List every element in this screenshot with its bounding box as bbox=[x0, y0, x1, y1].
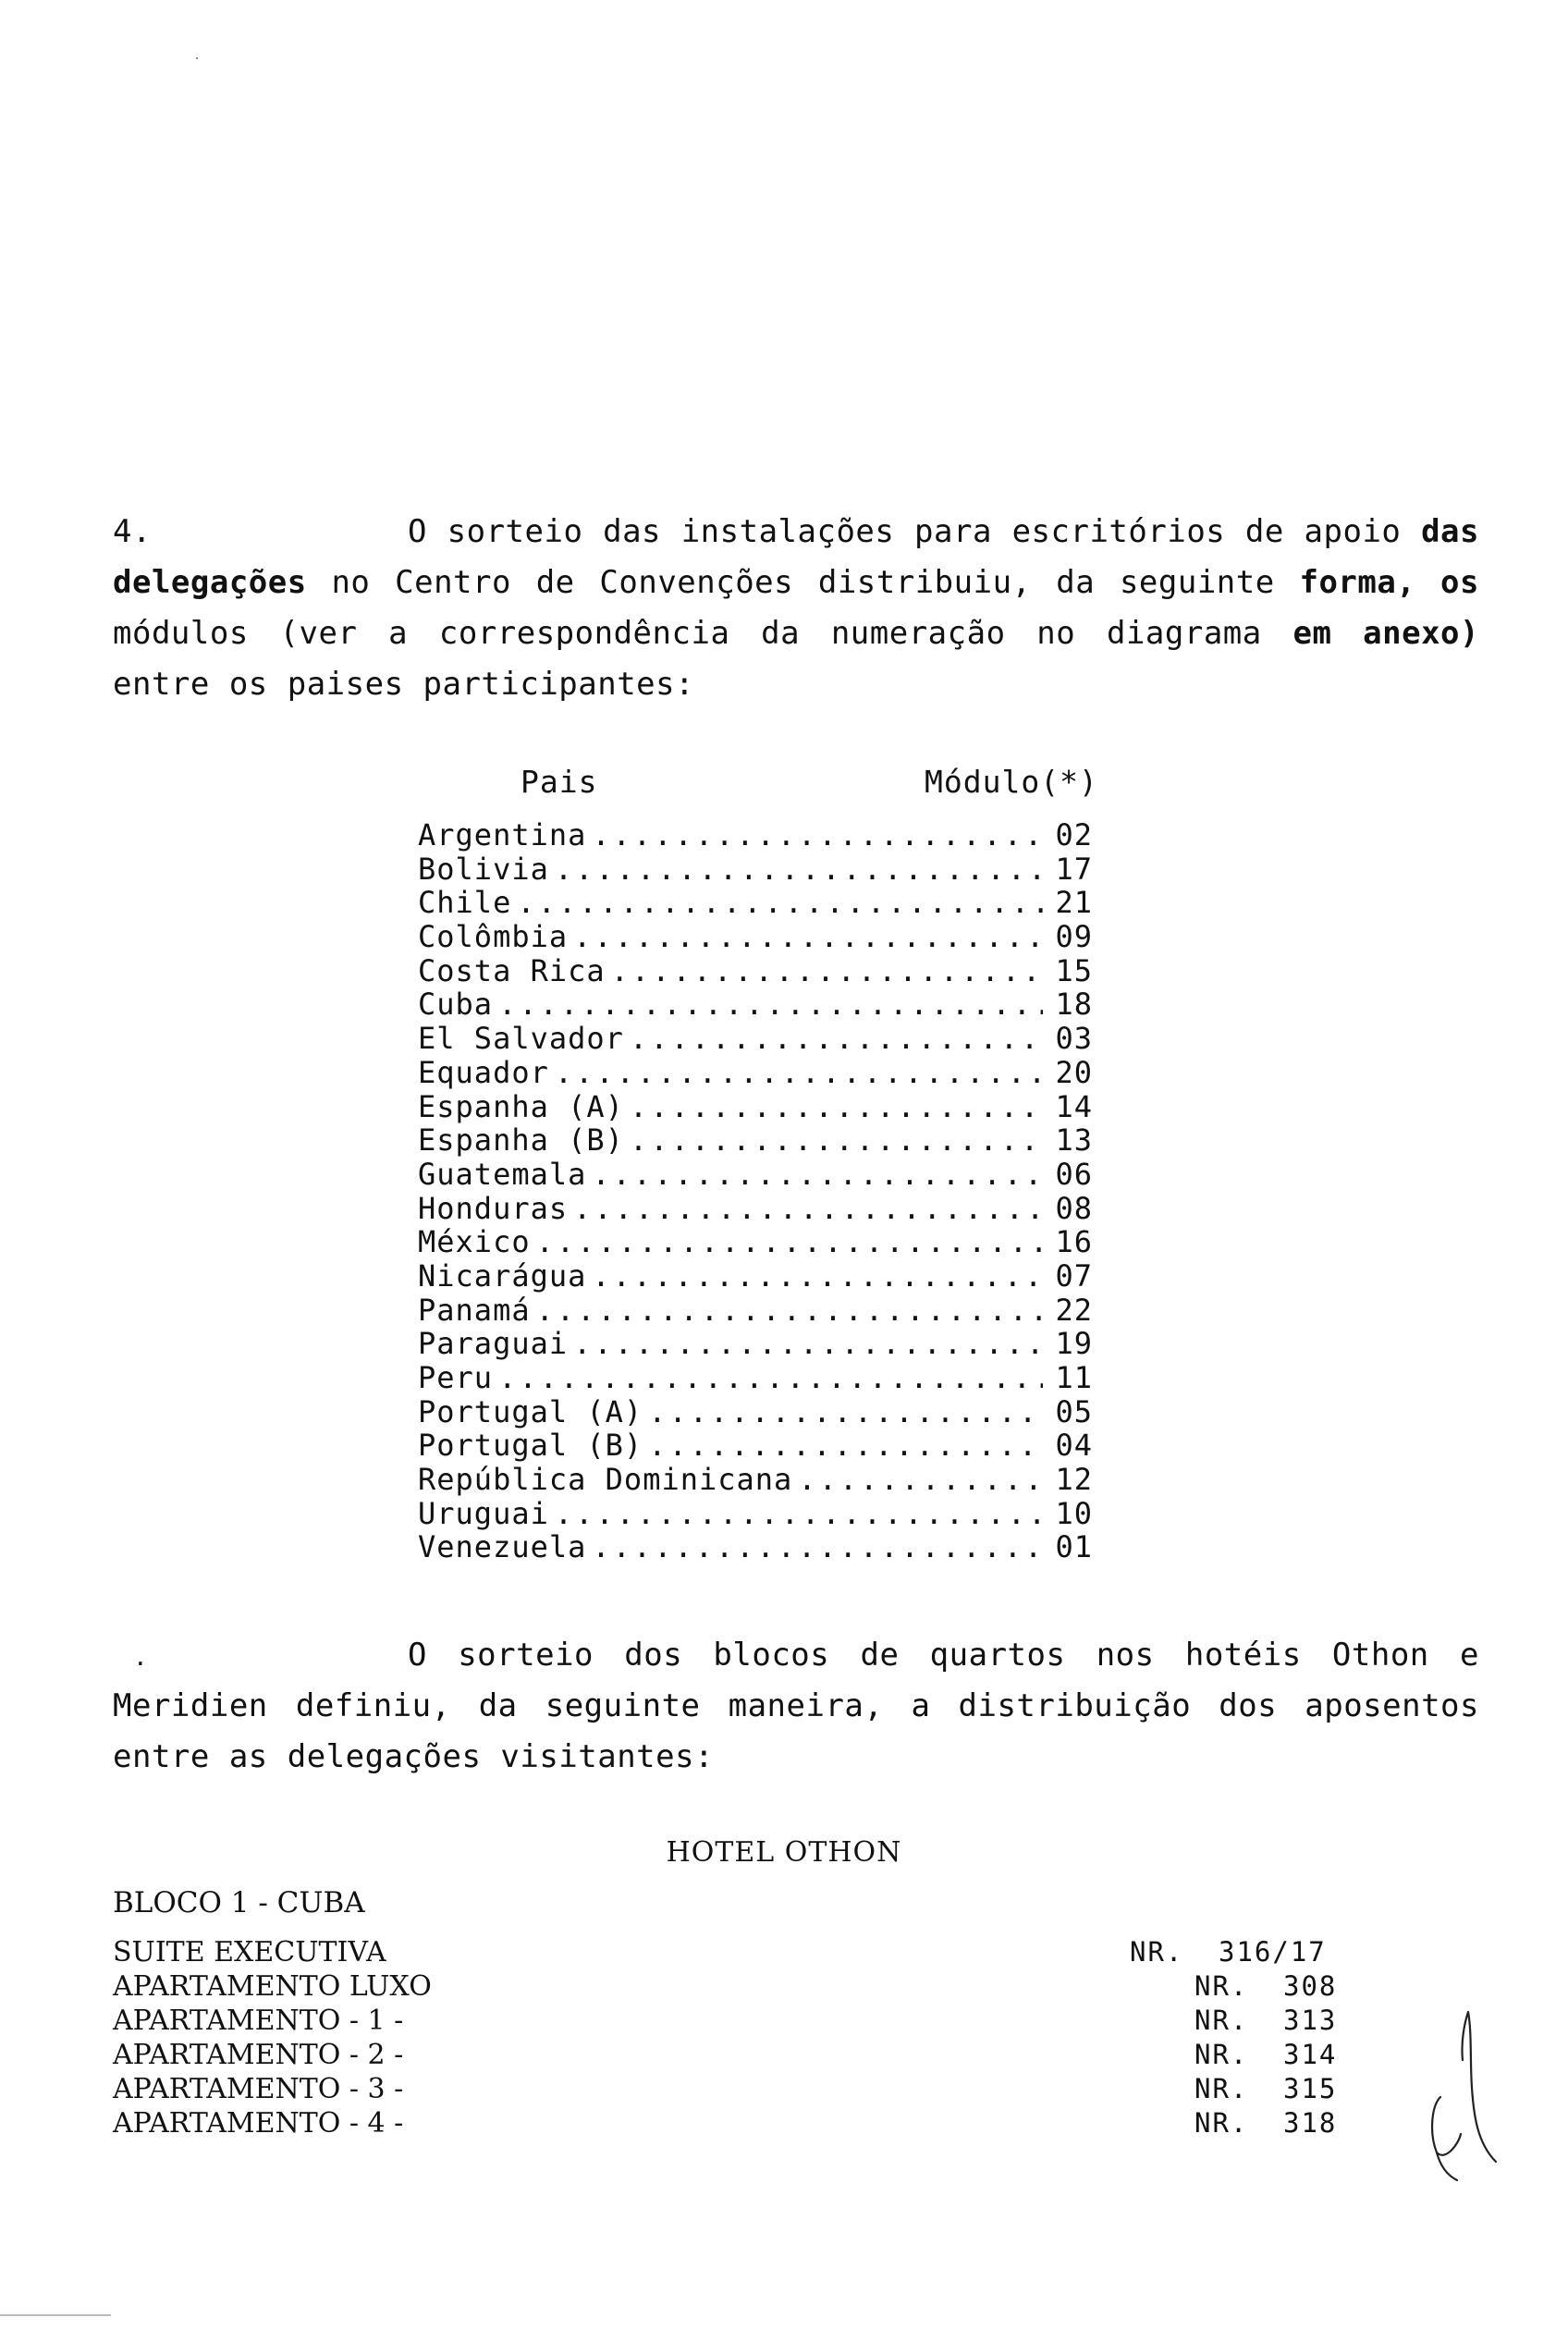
room-number: 308 bbox=[1283, 1970, 1338, 2002]
country-name: Peru bbox=[418, 1360, 494, 1395]
module-number: 05 bbox=[1055, 1393, 1093, 1429]
country-row bbox=[418, 1089, 1093, 1123]
country-row bbox=[418, 1021, 1093, 1055]
room-name: APARTAMENTO - 4 - bbox=[113, 2107, 404, 2140]
paragraph-text-bold: das delegações bbox=[113, 513, 1479, 601]
module-number: 09 bbox=[1055, 919, 1093, 955]
dot-leader bbox=[498, 987, 1043, 1022]
country-name: Venezuela bbox=[418, 1529, 587, 1565]
module-number: 20 bbox=[1055, 1054, 1093, 1090]
country-row bbox=[418, 817, 1093, 852]
module-number: 21 bbox=[1055, 885, 1093, 921]
paragraph-text-mid: no Centro de Convenções distribuiu, da seguinte bbox=[306, 564, 1300, 601]
country-name: Colômbia bbox=[418, 919, 569, 955]
country-name: Equador bbox=[418, 1054, 549, 1090]
dot-leader bbox=[555, 1496, 1043, 1531]
dot-leader bbox=[592, 817, 1043, 852]
country-row bbox=[418, 1529, 1093, 1564]
paragraph-text-end: entre os paises participantes: bbox=[113, 666, 695, 703]
room-name: APARTAMENTO LUXO bbox=[113, 1970, 432, 2003]
country-row bbox=[418, 1258, 1093, 1293]
module-number: 13 bbox=[1055, 1122, 1093, 1159]
paragraph-5 bbox=[113, 1630, 1479, 1783]
country-row bbox=[418, 1360, 1093, 1394]
module-number: 15 bbox=[1055, 952, 1093, 988]
country-name: República Dominicana bbox=[418, 1462, 793, 1498]
country-row bbox=[418, 885, 1093, 919]
country-row bbox=[418, 1326, 1093, 1360]
country-row bbox=[418, 1224, 1093, 1258]
country-row bbox=[418, 1191, 1093, 1225]
country-row bbox=[418, 1462, 1093, 1496]
room-name: SUITE EXECUTIVA bbox=[113, 1936, 386, 1968]
room-nr-label: NR. bbox=[1194, 2005, 1249, 2036]
room-number-group bbox=[1194, 2073, 1337, 2104]
country-name: Costa Rica bbox=[418, 952, 606, 988]
room-name: APARTAMENTO - 2 - bbox=[113, 2039, 404, 2071]
country-name: El Salvador bbox=[418, 1021, 624, 1057]
room-list bbox=[113, 1936, 1370, 2141]
table-header-module: Módulo(*) bbox=[925, 764, 1098, 800]
country-row bbox=[418, 1293, 1093, 1327]
country-name: Honduras bbox=[418, 1190, 569, 1226]
room-nr-label: NR. bbox=[1194, 2107, 1249, 2139]
country-name: Paraguai bbox=[418, 1326, 569, 1362]
country-name: Nicarágua bbox=[418, 1257, 587, 1294]
paragraph-text: O sorteio dos blocos de quartos nos hotéis Othon e Meridien definiu, da seguinte maneira, a distribuição dos aposentos entre as delegações visitantes: bbox=[113, 1637, 1479, 1775]
dot-leader bbox=[592, 1157, 1043, 1192]
country-row bbox=[418, 1122, 1093, 1157]
room-nr-label: NR. bbox=[1194, 2039, 1249, 2070]
dot-leader bbox=[630, 1089, 1043, 1124]
dot-leader bbox=[573, 1326, 1043, 1361]
dot-leader bbox=[517, 885, 1043, 920]
module-number: 03 bbox=[1055, 1021, 1093, 1057]
room-number-group bbox=[1194, 2107, 1337, 2139]
paragraph-bullet: . bbox=[133, 1644, 148, 1672]
room-number: 314 bbox=[1283, 2039, 1338, 2070]
module-number: 06 bbox=[1055, 1156, 1093, 1192]
dot-leader bbox=[498, 1360, 1043, 1395]
country-name: Cuba bbox=[418, 987, 494, 1023]
dot-leader bbox=[648, 1394, 1043, 1429]
room-number: 318 bbox=[1283, 2107, 1338, 2139]
country-name: Bolivia bbox=[418, 851, 549, 887]
country-name: Guatemala bbox=[418, 1156, 587, 1192]
dot-leader bbox=[555, 1055, 1043, 1090]
dot-leader bbox=[555, 852, 1043, 887]
country-row bbox=[418, 1496, 1093, 1530]
module-number: 19 bbox=[1055, 1326, 1093, 1362]
room-name: APARTAMENTO - 1 - bbox=[113, 2005, 404, 2037]
paragraph-text-lead: O sorteio das instalações para escritórios de apoio bbox=[408, 513, 1422, 550]
room-number-group bbox=[1194, 1970, 1337, 2002]
module-number: 01 bbox=[1055, 1529, 1093, 1565]
country-name: Uruguai bbox=[418, 1495, 549, 1531]
dot-leader bbox=[592, 1529, 1043, 1564]
room-row bbox=[113, 2107, 1370, 2141]
dot-leader bbox=[592, 1258, 1043, 1294]
module-number: 12 bbox=[1055, 1462, 1093, 1498]
room-number-group bbox=[1194, 2039, 1337, 2070]
room-number-group bbox=[1130, 1936, 1327, 1968]
country-name: México bbox=[418, 1224, 531, 1260]
paragraph-text-tail: módulos (ver a correspondência da numeração no diagrama bbox=[113, 615, 1293, 652]
room-row bbox=[113, 2005, 1370, 2039]
dot-leader bbox=[536, 1293, 1043, 1328]
country-row bbox=[418, 1428, 1093, 1462]
room-number: 313 bbox=[1283, 2005, 1338, 2036]
module-number: 07 bbox=[1055, 1257, 1093, 1294]
module-number: 04 bbox=[1055, 1428, 1093, 1464]
room-nr-label: NR. bbox=[1194, 1970, 1249, 2002]
room-number-group bbox=[1194, 2005, 1337, 2036]
paragraph-text-bold: forma, os bbox=[1299, 564, 1479, 601]
room-row bbox=[113, 2039, 1370, 2073]
module-number: 18 bbox=[1055, 987, 1093, 1023]
dot-leader bbox=[630, 1122, 1043, 1158]
dot-leader bbox=[630, 1021, 1043, 1056]
country-name: Argentina bbox=[418, 817, 587, 852]
dot-leader bbox=[536, 1224, 1043, 1259]
country-name: Portugal (B) bbox=[418, 1428, 643, 1464]
room-nr-label: NR. bbox=[1194, 2073, 1249, 2104]
country-name: Portugal (A) bbox=[418, 1393, 643, 1429]
room-row bbox=[113, 1936, 1370, 1970]
hotel-title: HOTEL OTHON bbox=[666, 1836, 902, 1869]
room-number: 316/17 bbox=[1219, 1936, 1327, 1968]
country-name: Panamá bbox=[418, 1292, 531, 1328]
module-number: 22 bbox=[1055, 1292, 1093, 1328]
module-number: 14 bbox=[1055, 1088, 1093, 1124]
room-nr-label: NR. bbox=[1130, 1936, 1184, 1968]
paragraph-text-bold: em anexo) bbox=[1292, 615, 1480, 652]
country-row bbox=[418, 852, 1093, 886]
room-row bbox=[113, 2073, 1370, 2107]
room-name: APARTAMENTO - 3 - bbox=[113, 2073, 404, 2105]
block-title: BLOCO 1 - CUBA bbox=[113, 1886, 365, 1919]
module-number: 17 bbox=[1055, 851, 1093, 887]
paragraph-number: 4. bbox=[113, 513, 152, 550]
country-module-list bbox=[418, 817, 1093, 1564]
dot-leader bbox=[611, 953, 1043, 988]
country-row bbox=[418, 1157, 1093, 1191]
paragraph-4 bbox=[113, 507, 1479, 710]
country-name: Chile bbox=[418, 885, 512, 921]
country-row bbox=[418, 1055, 1093, 1089]
dot-leader bbox=[798, 1462, 1043, 1497]
room-row bbox=[113, 1970, 1370, 2005]
module-number: 02 bbox=[1055, 817, 1093, 852]
scan-speck bbox=[196, 57, 198, 59]
country-name: Espanha (A) bbox=[418, 1088, 624, 1124]
dot-leader bbox=[573, 1191, 1043, 1226]
module-number: 10 bbox=[1055, 1495, 1093, 1531]
dot-leader bbox=[573, 919, 1043, 954]
handwritten-signature bbox=[1403, 2005, 1505, 2189]
scan-edge-mark bbox=[0, 2314, 111, 2316]
module-number: 16 bbox=[1055, 1224, 1093, 1260]
country-row bbox=[418, 1394, 1093, 1429]
table-header-country: Pais bbox=[521, 764, 598, 800]
country-name: Espanha (B) bbox=[418, 1122, 624, 1159]
room-number: 315 bbox=[1283, 2073, 1338, 2104]
module-number: 08 bbox=[1055, 1190, 1093, 1226]
country-row bbox=[418, 953, 1093, 987]
module-number: 11 bbox=[1055, 1360, 1093, 1395]
country-row bbox=[418, 919, 1093, 953]
country-row bbox=[418, 987, 1093, 1021]
dot-leader bbox=[648, 1428, 1043, 1463]
